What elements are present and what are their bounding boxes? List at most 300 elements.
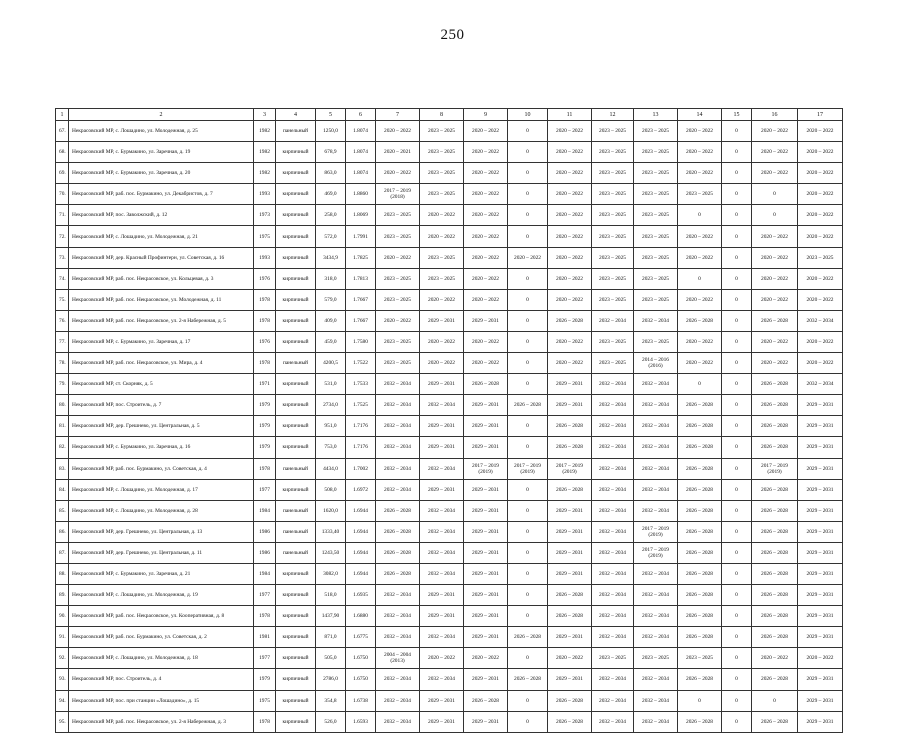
column-header: 5	[316, 109, 346, 121]
table-cell: 2032 – 2034	[634, 690, 678, 711]
table-cell: панельный	[276, 521, 316, 542]
table-cell: 2032 – 2034	[376, 437, 420, 458]
table-cell: 2026 – 2028	[752, 500, 798, 521]
address-cell: Некрасовский МР, с. Бурмакино, ул. Заречная, д. 17	[69, 331, 254, 352]
table-cell: 1975	[254, 226, 276, 247]
address-cell: Некрасовский МР, раб. пос. Некрасовское, ул. Кооперативная, д. 8	[69, 606, 254, 627]
table-cell: 2020 – 2022	[420, 331, 464, 352]
table-cell: 2020 – 2022	[678, 163, 722, 184]
table-cell: 2023 – 2025	[376, 226, 420, 247]
table-cell: 1.8860	[346, 184, 376, 205]
table-cell: 2020 – 2022	[376, 247, 420, 268]
table-cell: 2029 – 2031	[464, 711, 508, 732]
table-cell: 2032 – 2034	[634, 606, 678, 627]
table-cell: 2026 – 2028	[752, 669, 798, 690]
table-cell: 1.7813	[346, 268, 376, 289]
table-cell: 2017 – 2019 (2019)	[548, 458, 592, 479]
table-cell: кирпичный	[276, 205, 316, 226]
table-cell: 2029 – 2031	[798, 563, 843, 584]
table-cell: 0	[752, 690, 798, 711]
table-cell: 1978	[254, 289, 276, 310]
address-cell: Некрасовский МР, дер. Грешнево, ул. Центральная, д. 13	[69, 521, 254, 542]
table-cell: 2032 – 2034	[592, 585, 634, 606]
table-cell: 2020 – 2022	[420, 289, 464, 310]
table-row	[56, 331, 843, 352]
table-cell: 2020 – 2022	[420, 226, 464, 247]
row-number-cell: 73.	[56, 247, 69, 268]
table-cell: 0	[722, 310, 752, 331]
table-cell: 2029 – 2031	[464, 585, 508, 606]
address-cell: Некрасовский МР, ст. Скорняк, д. 5	[69, 374, 254, 395]
table-cell: 2020 – 2022	[798, 331, 843, 352]
table-cell: 2020 – 2022	[798, 205, 843, 226]
table-cell: 318,0	[316, 268, 346, 289]
table-cell: 2029 – 2031	[798, 711, 843, 732]
table-cell: 1.6738	[346, 690, 376, 711]
table-cell: 2020 – 2022	[464, 268, 508, 289]
row-number-cell: 90.	[56, 606, 69, 627]
table-cell: 1.8074	[346, 163, 376, 184]
table-cell: 2032 – 2034	[634, 310, 678, 331]
table-cell: 2023 – 2025	[634, 205, 678, 226]
table-cell: 0	[508, 226, 548, 247]
housing-repair-schedule-table	[55, 108, 843, 733]
table-cell: 1977	[254, 585, 276, 606]
table-cell: 2020 – 2022	[798, 121, 843, 142]
column-header: 9	[464, 109, 508, 121]
table-cell: 2786,0	[316, 669, 346, 690]
table-cell: 2026 – 2028	[548, 437, 592, 458]
address-cell: Некрасовский МР, пос. Заволжский, д. 12	[69, 205, 254, 226]
table-cell: 2020 – 2022	[678, 331, 722, 352]
table-cell: 1979	[254, 669, 276, 690]
table-row	[56, 627, 843, 648]
table-row	[56, 437, 843, 458]
table-cell: 2020 – 2022	[798, 268, 843, 289]
table-cell: 2023 – 2025	[376, 289, 420, 310]
table-cell: 2020 – 2022	[464, 205, 508, 226]
table-row	[56, 690, 843, 711]
table-cell: 2032 – 2034	[634, 669, 678, 690]
table-cell: 2020 – 2022	[752, 142, 798, 163]
table-cell: 2026 – 2028	[678, 310, 722, 331]
address-cell: Некрасовский МР, с. Бурмакино, ул. Заречная, д. 21	[69, 563, 254, 584]
table-cell: 2032 – 2034	[634, 437, 678, 458]
address-cell: Некрасовский МР, пос. Строитель, д. 7	[69, 395, 254, 416]
table-cell: 2026 – 2028	[752, 606, 798, 627]
row-number-cell: 79.	[56, 374, 69, 395]
table-row	[56, 669, 843, 690]
table-cell: 2023 – 2025	[634, 121, 678, 142]
table-row	[56, 205, 843, 226]
column-header: 11	[548, 109, 592, 121]
table-cell: панельный	[276, 121, 316, 142]
table-cell: 2026 – 2028	[548, 606, 592, 627]
table-cell: 2026 – 2028	[678, 437, 722, 458]
table-cell: 2032 – 2034	[592, 374, 634, 395]
table-cell: 2029 – 2031	[798, 542, 843, 563]
table-cell: 2029 – 2031	[420, 310, 464, 331]
table-cell: 0	[508, 606, 548, 627]
table-cell: 2029 – 2031	[548, 374, 592, 395]
table-cell: 2026 – 2028	[678, 585, 722, 606]
table-cell: 2029 – 2031	[798, 479, 843, 500]
table-cell: 0	[508, 437, 548, 458]
table-cell: 2029 – 2031	[464, 500, 508, 521]
table-cell: 2023 – 2025	[634, 226, 678, 247]
table-cell: 0	[722, 563, 752, 584]
table-cell: 2026 – 2028	[376, 563, 420, 584]
table-cell: кирпичный	[276, 310, 316, 331]
table-cell: 2020 – 2022	[548, 331, 592, 352]
table-cell: 2032 – 2034	[634, 585, 678, 606]
table-cell: 526,0	[316, 711, 346, 732]
table-cell: 1.7667	[346, 289, 376, 310]
table-cell: 2026 – 2028	[752, 416, 798, 437]
table-cell: 0	[678, 268, 722, 289]
address-cell: Некрасовский МР, пос. при станции «Лошадино», д. 15	[69, 690, 254, 711]
address-cell: Некрасовский МР, дер. Красный Профинтерн, ул. Советская, д. 16	[69, 247, 254, 268]
row-number-cell: 92.	[56, 648, 69, 669]
table-row	[56, 247, 843, 268]
table-cell: 2734,0	[316, 395, 346, 416]
table-cell: 2020 – 2022	[752, 121, 798, 142]
table-cell: 2020 – 2022	[548, 268, 592, 289]
table-cell: 2020 – 2022	[548, 289, 592, 310]
table-cell: 1978	[254, 711, 276, 732]
table-cell: 1.6935	[346, 585, 376, 606]
table-cell: 354,8	[316, 690, 346, 711]
table-cell: 2029 – 2031	[464, 627, 508, 648]
table-cell: 753,0	[316, 437, 346, 458]
table-cell: 2032 – 2034	[420, 521, 464, 542]
table-cell: 1.8074	[346, 121, 376, 142]
table-cell: 2026 – 2028	[678, 711, 722, 732]
table-cell: кирпичный	[276, 289, 316, 310]
table-cell: 2020 – 2022	[376, 121, 420, 142]
table-cell: панельный	[276, 353, 316, 374]
table-cell: 1.7580	[346, 331, 376, 352]
table-cell: 2029 – 2031	[464, 542, 508, 563]
row-number-cell: 68.	[56, 142, 69, 163]
table-cell: 2032 – 2034	[592, 416, 634, 437]
table-cell: 2032 – 2034	[592, 500, 634, 521]
table-cell: 2023 – 2025	[634, 268, 678, 289]
table-cell: 2020 – 2022	[678, 289, 722, 310]
table-cell: 2032 – 2034	[376, 416, 420, 437]
table-cell: 0	[508, 521, 548, 542]
table-cell: 2020 – 2022	[798, 184, 843, 205]
row-number-cell: 76.	[56, 310, 69, 331]
table-cell: 2023 – 2025	[634, 184, 678, 205]
table-cell: 2020 – 2022	[752, 353, 798, 374]
table-cell: панельный	[276, 542, 316, 563]
table-cell: 1978	[254, 310, 276, 331]
address-cell: Некрасовский МР, с. Лошадино, ул. Молодежная, д. 18	[69, 648, 254, 669]
table-cell: 2032 – 2034	[420, 395, 464, 416]
table-row	[56, 226, 843, 247]
table-cell: 0	[722, 669, 752, 690]
table-cell: 2029 – 2031	[464, 563, 508, 584]
table-cell: 0	[722, 437, 752, 458]
table-cell: 2020 – 2022	[420, 205, 464, 226]
table-cell: 2026 – 2028	[678, 479, 722, 500]
table-cell: 2026 – 2028	[548, 585, 592, 606]
table-cell: 2026 – 2028	[376, 500, 420, 521]
table-cell: 2032 – 2034	[376, 627, 420, 648]
table-cell: 2032 – 2034	[798, 310, 843, 331]
address-cell: Некрасовский МР, дер. Грешнево, ул. Центральная, д. 11	[69, 542, 254, 563]
table-cell: 1.8074	[346, 142, 376, 163]
table-cell: 409,0	[316, 310, 346, 331]
table-cell: 2020 – 2022	[752, 247, 798, 268]
table-row	[56, 142, 843, 163]
table-cell: 1976	[254, 331, 276, 352]
table-cell: 2023 – 2025	[592, 226, 634, 247]
column-header: 2	[69, 109, 254, 121]
table-cell: 2032 – 2034	[634, 563, 678, 584]
row-number-cell: 91.	[56, 627, 69, 648]
table-cell: 2020 – 2022	[548, 184, 592, 205]
table-cell: 2020 – 2022	[464, 331, 508, 352]
table-cell: 1.7825	[346, 247, 376, 268]
column-header: 6	[346, 109, 376, 121]
table-cell: 0	[722, 500, 752, 521]
table-cell: 2020 – 2022	[548, 205, 592, 226]
table-cell: 2032 – 2034	[634, 479, 678, 500]
table-cell: 0	[722, 226, 752, 247]
table-cell: 2029 – 2031	[420, 374, 464, 395]
table-cell: 2029 – 2031	[798, 606, 843, 627]
table-cell: 2020 – 2022	[420, 353, 464, 374]
table-cell: 0	[722, 606, 752, 627]
table-cell: 2032 – 2034	[634, 458, 678, 479]
row-number-cell: 81.	[56, 416, 69, 437]
table-cell: 0	[722, 395, 752, 416]
table-cell: 2014 – 2016 (2016)	[634, 353, 678, 374]
table-cell: 2032 – 2034	[798, 374, 843, 395]
table-cell: кирпичный	[276, 711, 316, 732]
table-cell: 1977	[254, 648, 276, 669]
table-cell: 3434,9	[316, 247, 346, 268]
table-cell: 2020 – 2022	[548, 121, 592, 142]
table-cell: 2020 – 2022	[798, 226, 843, 247]
table-cell: 1.6944	[346, 563, 376, 584]
table-cell: 2029 – 2031	[548, 627, 592, 648]
table-cell: 2032 – 2034	[376, 374, 420, 395]
table-cell: 469,0	[316, 184, 346, 205]
row-number-cell: 84.	[56, 479, 69, 500]
table-cell: 2029 – 2031	[464, 606, 508, 627]
table-row	[56, 416, 843, 437]
table-cell: 0	[722, 163, 752, 184]
column-header: 7	[376, 109, 420, 121]
column-header: 1	[56, 109, 69, 121]
row-number-cell: 74.	[56, 268, 69, 289]
table-cell: 2020 – 2022	[548, 247, 592, 268]
table-cell: 2029 – 2031	[464, 669, 508, 690]
table-cell: 2023 – 2025	[592, 331, 634, 352]
table-cell: 1.8069	[346, 205, 376, 226]
table-cell: 2023 – 2025	[634, 142, 678, 163]
table-cell: 2026 – 2028	[752, 521, 798, 542]
table-cell: 1978	[254, 606, 276, 627]
table-cell: 2023 – 2025	[678, 184, 722, 205]
table-cell: 1243,50	[316, 542, 346, 563]
table-cell: 0	[508, 500, 548, 521]
header-row	[56, 109, 843, 121]
table-cell: 2017 – 2019 (2018)	[376, 184, 420, 205]
table-cell: 2017 – 2019 (2019)	[464, 458, 508, 479]
table-row	[56, 395, 843, 416]
address-cell: Некрасовский МР, раб. пос. Бурмакино, ул. Советская, д. 4	[69, 458, 254, 479]
table-cell: 2029 – 2031	[548, 521, 592, 542]
table-cell: 2020 – 2022	[798, 353, 843, 374]
address-cell: Некрасовский МР, пос. Строитель, д. 4	[69, 669, 254, 690]
table-cell: 2029 – 2031	[798, 458, 843, 479]
column-header: 4	[276, 109, 316, 121]
table-cell: 871,0	[316, 627, 346, 648]
table-cell: 1984	[254, 500, 276, 521]
table-cell: 1.7522	[346, 353, 376, 374]
table-cell: 2032 – 2034	[592, 690, 634, 711]
table-cell: 2020 – 2022	[798, 289, 843, 310]
table-row	[56, 521, 843, 542]
table-cell: 2023 – 2025	[634, 648, 678, 669]
table-cell: 2020 – 2022	[678, 142, 722, 163]
address-cell: Некрасовский МР, с. Бурмакино, ул. Заречная, д. 20	[69, 163, 254, 184]
address-cell: Некрасовский МР, раб. пос. Некрасовское, ул. Мира, д. 4	[69, 353, 254, 374]
table-cell: 2020 – 2022	[508, 247, 548, 268]
table-cell: 2029 – 2031	[420, 437, 464, 458]
table-cell: 579,0	[316, 289, 346, 310]
table-cell: 2032 – 2034	[420, 669, 464, 690]
table-cell: 2017 – 2019 (2019)	[634, 521, 678, 542]
table-cell: 1978	[254, 353, 276, 374]
table-cell: 2023 – 2025	[376, 331, 420, 352]
table-cell: 1.6880	[346, 606, 376, 627]
table-cell: 2032 – 2034	[592, 395, 634, 416]
table-cell: 2023 – 2025	[592, 648, 634, 669]
table-cell: 2032 – 2034	[634, 374, 678, 395]
table-row	[56, 648, 843, 669]
table-cell: 2026 – 2028	[752, 563, 798, 584]
table-cell: 2023 – 2025	[592, 353, 634, 374]
table-cell: 2023 – 2025	[420, 121, 464, 142]
table-cell: 2026 – 2028	[376, 542, 420, 563]
table-cell: 2023 – 2025	[678, 648, 722, 669]
table-cell: 0	[508, 585, 548, 606]
table-row	[56, 458, 843, 479]
table-cell: 2029 – 2031	[798, 500, 843, 521]
table-cell: 0	[508, 163, 548, 184]
table-cell: 2029 – 2031	[798, 690, 843, 711]
table-cell: 2029 – 2031	[548, 395, 592, 416]
table-cell: 0	[722, 268, 752, 289]
table-cell: 1.7002	[346, 458, 376, 479]
table-row	[56, 310, 843, 331]
table-cell: 2004 – 2004 (2013)	[376, 648, 420, 669]
table-cell: 2023 – 2025	[420, 247, 464, 268]
table-cell: 2023 – 2025	[592, 268, 634, 289]
table-cell: 2020 – 2022	[798, 648, 843, 669]
table-cell: 2032 – 2034	[376, 669, 420, 690]
table-cell: 1971	[254, 374, 276, 395]
table-cell: 2020 – 2022	[752, 163, 798, 184]
table-cell: 863,0	[316, 163, 346, 184]
table-cell: 2023 – 2025	[420, 184, 464, 205]
table-cell: 0	[678, 690, 722, 711]
table-cell: 2023 – 2025	[376, 353, 420, 374]
table-cell: 2023 – 2025	[592, 247, 634, 268]
table-cell: 1986	[254, 542, 276, 563]
table-row	[56, 184, 843, 205]
table-cell: 2020 – 2022	[464, 289, 508, 310]
row-number-cell: 93.	[56, 669, 69, 690]
table-cell: 2026 – 2028	[752, 627, 798, 648]
table-cell: 0	[508, 268, 548, 289]
table-cell: 2032 – 2034	[592, 711, 634, 732]
table-cell: 2032 – 2034	[592, 669, 634, 690]
table-cell: 2026 – 2028	[508, 627, 548, 648]
table-cell: 2032 – 2034	[420, 500, 464, 521]
address-cell: Некрасовский МР, с. Бурмакино, ул. Заречная, д. 16	[69, 437, 254, 458]
table-cell: 1333,40	[316, 521, 346, 542]
table-row	[56, 711, 843, 732]
address-cell: Некрасовский МР, раб. пос. Бурмакино, ул. Декабристов, д. 7	[69, 184, 254, 205]
table-cell: 459,0	[316, 331, 346, 352]
table-cell: 0	[508, 690, 548, 711]
table-cell: 0	[508, 205, 548, 226]
row-number-cell: 72.	[56, 226, 69, 247]
table-cell: 4434,0	[316, 458, 346, 479]
row-number-cell: 71.	[56, 205, 69, 226]
table-cell: 2032 – 2034	[376, 395, 420, 416]
table-cell: 0	[508, 353, 548, 374]
row-number-cell: 75.	[56, 289, 69, 310]
table-cell: 2023 – 2025	[420, 163, 464, 184]
table-cell: 2026 – 2028	[464, 374, 508, 395]
table-cell: 2029 – 2031	[420, 711, 464, 732]
address-cell: Некрасовский МР, раб. пос. Некрасовское, ул. 2-я Набережная, д. 5	[69, 310, 254, 331]
table-cell: 2032 – 2034	[592, 563, 634, 584]
table-cell: 1620,0	[316, 500, 346, 521]
table-cell: 0	[508, 416, 548, 437]
table-cell: кирпичный	[276, 374, 316, 395]
table-cell: 1993	[254, 247, 276, 268]
table-cell: 2029 – 2031	[420, 479, 464, 500]
table-cell: 0	[678, 374, 722, 395]
table-cell: 2032 – 2034	[634, 711, 678, 732]
table-cell: кирпичный	[276, 627, 316, 648]
table-cell: 2032 – 2034	[592, 437, 634, 458]
table-cell: 2023 – 2025	[592, 184, 634, 205]
table-cell: 2032 – 2034	[592, 606, 634, 627]
table-cell: 1981	[254, 627, 276, 648]
table-cell: 2032 – 2034	[592, 310, 634, 331]
table-cell: 2026 – 2028	[376, 521, 420, 542]
table-cell: 2020 – 2022	[678, 121, 722, 142]
table-cell: 2026 – 2028	[678, 606, 722, 627]
table-cell: 2029 – 2031	[420, 416, 464, 437]
table-cell: кирпичный	[276, 606, 316, 627]
table-cell: 2026 – 2028	[678, 627, 722, 648]
table-cell: 2026 – 2028	[548, 479, 592, 500]
table-cell: 0	[722, 521, 752, 542]
table-cell: 2020 – 2022	[678, 247, 722, 268]
table-row	[56, 606, 843, 627]
table-cell: 2026 – 2028	[678, 395, 722, 416]
